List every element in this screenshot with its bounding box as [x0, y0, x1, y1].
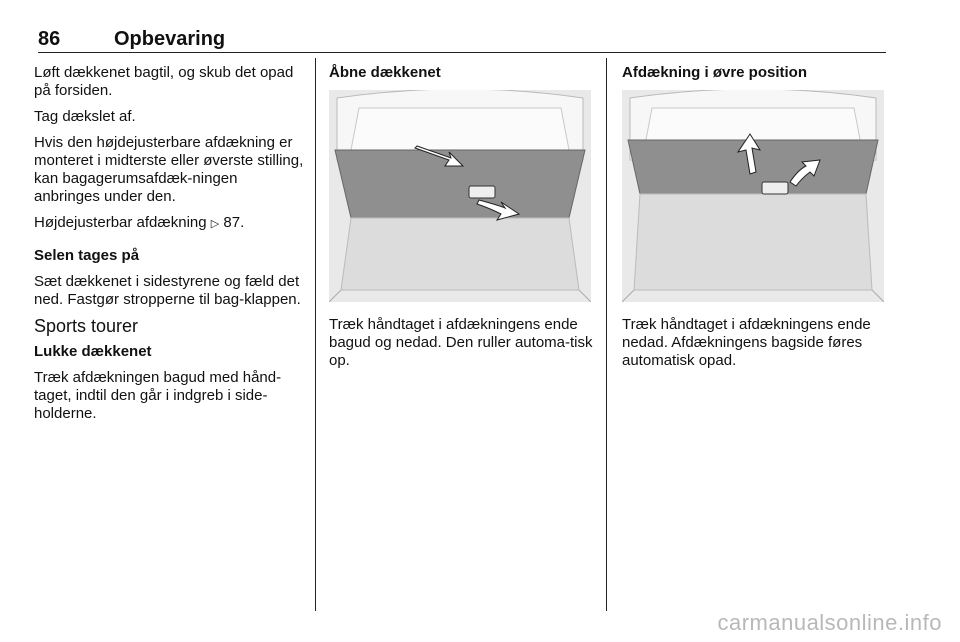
column-right: [622, 64, 887, 378]
page-title: Opbevaring: [114, 28, 226, 50]
page-number: 86: [38, 28, 61, 50]
column-divider: [315, 58, 316, 611]
section-title: Sports tourer: [34, 316, 139, 336]
caption-open: Træk håndtaget i afdækningens ende bagud og nedad. Den ruller automa-tisk op.: [329, 316, 593, 369]
reference-page: 87.: [223, 214, 245, 231]
watermark: carmanualsonline.info: [717, 610, 942, 635]
column-divider: [606, 58, 607, 611]
subheading-selen: Selen tages på: [34, 247, 140, 264]
column-middle: [329, 64, 594, 378]
subheading-lukke: Lukke dækkenet: [34, 343, 152, 360]
paragraph-remove-cover: Tag dækslet af.: [34, 108, 136, 125]
page-reference-icon: ▷: [210, 218, 220, 230]
illustration-upper-position: [622, 90, 884, 302]
caption-upper-position: Træk håndtaget i afdækningens ende nedad. Afdækningens bagside føres automatisk opad.: [622, 316, 871, 369]
reference-text: Højdejusterbar afdækning: [34, 214, 207, 231]
subheading-upper-position: Afdækning i øvre position: [622, 64, 808, 81]
paragraph-selen: Sæt dækkenet i sidestyrene og fæld det ned. Fastgør stropperne til bag-klappen.: [34, 273, 301, 308]
paragraph-height-adjustable: Hvis den højdejusterbare afdækning er monteret i midterste eller øverste stilling, kan bagagerumsafdæk-ningen anbringes under den.: [34, 134, 304, 205]
column-left: [34, 64, 304, 431]
page-header: [38, 28, 886, 53]
paragraph-reference: [34, 214, 304, 233]
subheading-open: Åbne dækkenet: [329, 64, 441, 81]
illustration-open-cover: [329, 90, 591, 302]
paragraph-lift-floor: Løft dækkenet bagtil, og skub det opad på forsiden.: [34, 64, 294, 99]
paragraph-lukke: Træk afdækningen bagud med hånd-taget, indtil den går i indgreb i side-holderne.: [34, 369, 282, 422]
